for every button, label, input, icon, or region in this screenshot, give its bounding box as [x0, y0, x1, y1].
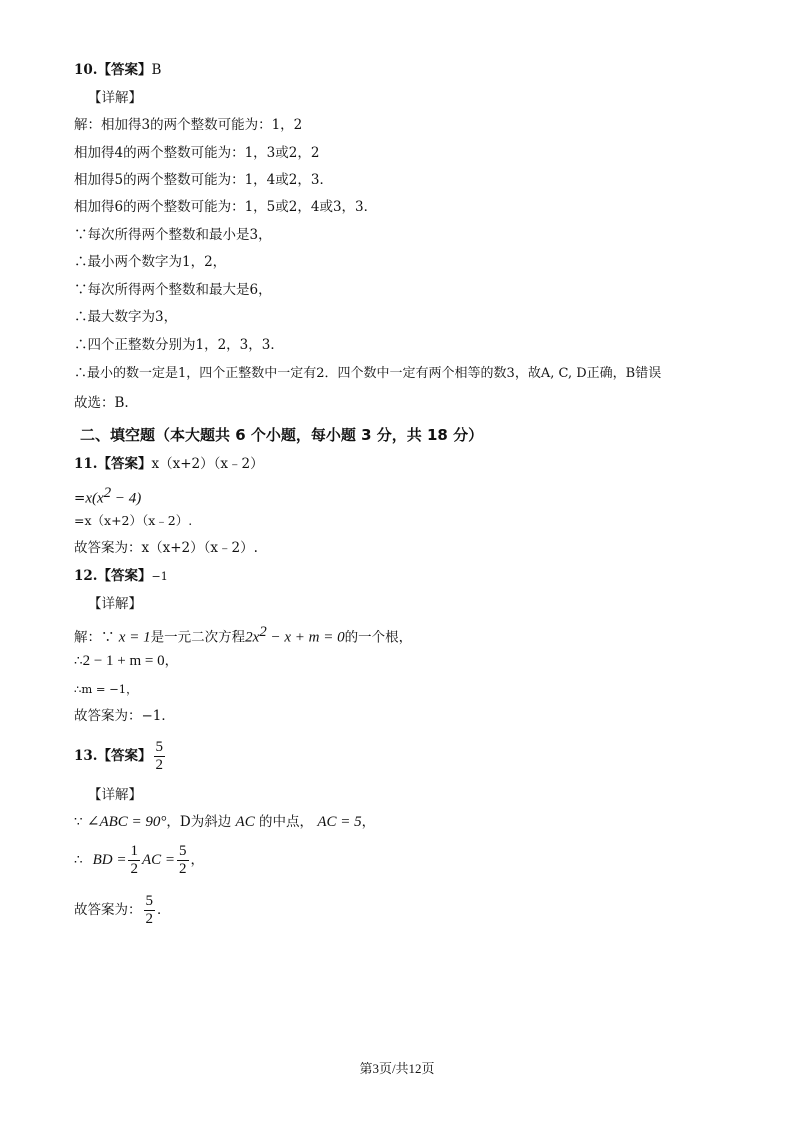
q13-l2-rnum: 5 — [179, 842, 187, 859]
q13-line-2 — [74, 840, 204, 880]
q10-line: 相加得6的两个整数可能为：1，5或2，4或3，3． — [74, 199, 378, 215]
q13-l2-fraction-result — [177, 843, 189, 878]
q11-line-3: 故答案为：x（x+2）（x﹣2）. — [74, 540, 258, 556]
q13-line-1 — [74, 812, 375, 832]
q10-line: 相加得4的两个整数可能为：1，3或2，2 — [74, 145, 320, 161]
page-footer: 第3页/共12页 — [359, 1061, 435, 1076]
q13-l2-b: BD = — [92, 852, 127, 868]
q12-l1-d: 2x — [245, 629, 260, 646]
q13-answer-label: 13.【答案】 — [74, 748, 152, 764]
q10-line: ∵每次所得两个整数和最小是3， — [74, 227, 272, 243]
q11-line-1 — [74, 483, 141, 509]
q13-l3-fraction — [144, 893, 156, 928]
q13-line-3 — [74, 890, 171, 930]
q12-answer-line — [74, 566, 168, 587]
q13-l1-f: AC = 5 — [317, 814, 362, 830]
section-title: 二、填空题（本大题共 6 个小题，每小题 3 分，共 18 分） — [80, 426, 484, 444]
q13-answer-num: 5 — [155, 738, 163, 755]
q10-line: 相加得5的两个整数可能为：1，4或2，3． — [74, 172, 333, 188]
q12-line-2 — [74, 651, 178, 671]
q11-line-2: =x（x+2）（x﹣2）. — [74, 513, 193, 528]
q11-line1-exp: 2 — [103, 485, 112, 501]
q13-l3-num: 5 — [145, 892, 153, 909]
q10-detail-label: 【详解】 — [88, 90, 142, 106]
q13-l1-e: 的中点， — [259, 814, 314, 830]
q13-l3-a: 故答案为： — [74, 902, 142, 918]
q13-l1-g: ， — [361, 814, 376, 830]
q12-l2-a: ∴ — [74, 653, 83, 669]
q11-line1-a: x(x — [85, 490, 104, 507]
q10-line: ∴最小的数一定是1，四个正整数中一定有2．四个数中一定有两个相等的数3，故A, C, D正确，B错误 — [74, 366, 662, 381]
q13-detail-label: 【详解】 — [88, 787, 142, 803]
q10-line: 解：相加得3的两个整数可能为：1，2 — [74, 117, 303, 133]
q11-line1-b: − 4) — [111, 490, 142, 507]
q13-l2-fnum: 1 — [130, 842, 138, 859]
q13-l1-b: ∠ABC = 90° — [86, 814, 167, 830]
q11-answer-line — [74, 454, 264, 474]
q13-l3-b: ． — [157, 902, 171, 918]
q13-l2-rden: 2 — [179, 860, 187, 877]
q10-line: ∴最小两个数字为1，2， — [74, 254, 227, 270]
q12-answer-label: 12.【答案】 — [74, 568, 152, 584]
q12-l1-a: 解：∵ — [74, 629, 115, 646]
q13-l3-den: 2 — [145, 910, 153, 927]
q13-l1-c: ，D为斜边 — [166, 814, 232, 830]
q12-detail-label: 【详解】 — [88, 596, 142, 612]
q13-l2-a: ∴ — [74, 852, 83, 868]
q10-answer-line — [74, 60, 161, 80]
q13-l2-fraction-half — [128, 843, 140, 878]
q11-line1-prefix: = — [74, 490, 86, 507]
q12-l1-e: − x + m = 0 — [266, 629, 345, 646]
q12-l1-f: 的一个根， — [344, 629, 413, 646]
q10-line: 故选：B. — [74, 395, 129, 411]
q13-answer-den: 2 — [155, 756, 163, 773]
q11-answer: x（x+2）（x﹣2） — [151, 456, 264, 472]
q13-answer-line — [74, 737, 167, 775]
q12-line-1 — [74, 622, 412, 648]
q10-answer-label: 10.【答案】 — [74, 62, 152, 78]
q12-l1-exp: 2 — [259, 624, 267, 640]
q12-l1-b: x = 1 — [118, 629, 151, 646]
q10-line: ∵每次所得两个整数和最大是6， — [74, 282, 272, 298]
q10-line: ∴四个正整数分别为1，2，3，3． — [74, 337, 284, 353]
q10-answer: B — [151, 62, 162, 78]
q12-l1-c: 是一元二次方程 — [150, 629, 246, 646]
q13-answer-fraction — [154, 739, 166, 774]
q13-l1-a: ∵ — [74, 814, 83, 830]
q13-l2-d: ， — [190, 852, 205, 868]
q12-answer: −1 — [151, 570, 168, 583]
q11-answer-label: 11.【答案】 — [74, 456, 152, 472]
q13-l1-d: AC — [235, 814, 255, 830]
q10-line: ∴最大数字为3， — [74, 309, 178, 325]
q12-line-3: ∴m = −1， — [74, 682, 138, 696]
q13-l2-c: AC = — [141, 852, 176, 868]
q12-l2-b: 2 − 1 + m = 0 — [82, 653, 165, 669]
q12-line-4: 故答案为：−1． — [74, 708, 175, 724]
q12-l2-c: ， — [164, 653, 179, 669]
q13-l2-fden: 2 — [130, 860, 138, 877]
